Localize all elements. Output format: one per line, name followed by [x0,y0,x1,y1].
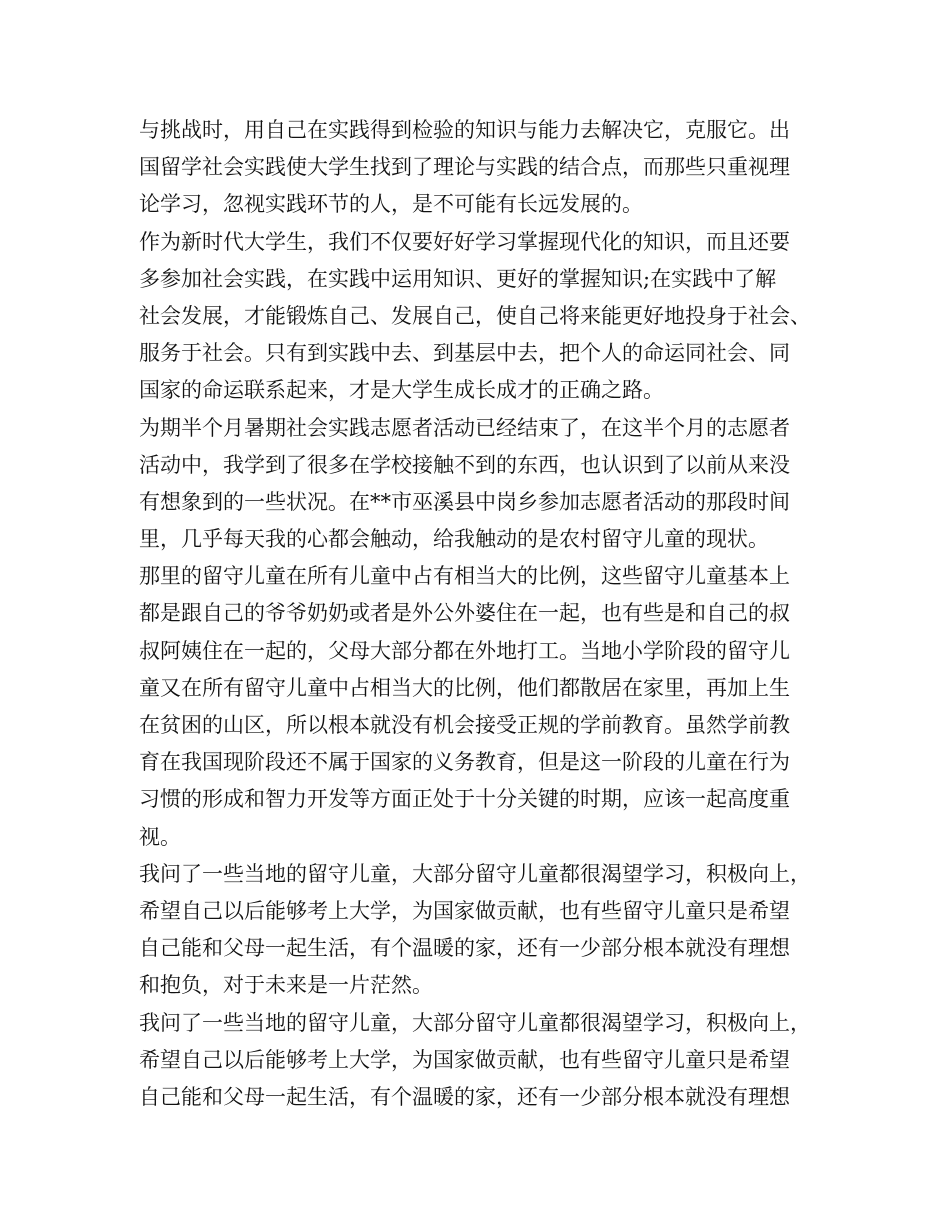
text-line: 服务于社会。只有到实践中去、到基层中去，把个人的命运同社会、同 [139,341,790,366]
text-line: 育在我国现阶段还不属于国家的义务教育，但是这一阶段的儿童在行为 [139,750,790,775]
text-line: 习惯的形成和智力开发等方面正处于十分关键的时期，应该一起高度重 [139,787,790,812]
text-line: 那里的留守儿童在所有儿童中占有相当大的比例，这些留守儿童基本上 [139,564,790,589]
text-line: 在贫困的山区，所以根本就没有机会接受正规的学前教育。虽然学前教 [139,713,790,737]
text-line: 国留学社会实践使大学生找到了理论与实践的结合点，而那些只重视理 [139,155,790,180]
text-line: 我问了一些当地的留守儿童，大部分留守儿童都很渴望学习，积极向上， [139,861,811,886]
text-line: 多参加社会实践，在实践中运用知识、更好的掌握知识;在实践中了解 [139,266,777,291]
text-line: 叔阿姨住在一起的，父母大部分都在外地打工。当地小学阶段的留守儿 [139,638,790,663]
text-line: 国家的命运联系起来，才是大学生成长成才的正确之路。 [139,378,664,403]
text-line: 和抱负，对于未来是一片茫然。 [139,973,433,998]
text-line: 希望自己以后能够考上大学，为国家做贡献，也有些留守儿童只是希望 [139,898,790,923]
text-line: 自己能和父母一起生活，有个温暖的家，还有一少部分根本就没有理想 [139,1084,790,1109]
document-body [139,112,829,1116]
text-line: 都是跟自己的爷爷奶奶或者是外公外婆住在一起，也有些是和自己的叔 [139,601,790,626]
text-line: 作为新时代大学生，我们不仅要好好学习掌握现代化的知识，而且还要 [139,229,790,254]
text-line: 为期半个月暑期社会实践志愿者活动已经结束了，在这半个月的志愿者 [139,415,790,440]
text-line: 视。 [139,824,181,849]
text-line: 我问了一些当地的留守儿童，大部分留守儿童都很渴望学习，积极向上， [139,1010,811,1035]
text-line: 社会发展，才能锻炼自己、发展自己，使自己将来能更好地投身于社会、 [139,303,811,328]
text-line: 有想象到的一些状况。在**市巫溪县中岗乡参加志愿者活动的那段时间 [139,489,790,514]
text-line: 活动中，我学到了很多在学校接触不到的东西，也认识到了以前从来没 [139,452,790,477]
text-line: 希望自己以后能够考上大学，为国家做贡献，也有些留守儿童只是希望 [139,1047,790,1072]
text-line: 自己能和父母一起生活，有个温暖的家，还有一少部分根本就没有理想 [139,936,790,961]
text-line: 里，几乎每天我的心都会触动，给我触动的是农村留守儿童的现状。 [139,527,769,552]
text-line: 童又在所有留守儿童中占相当大的比例，他们都散居在家里，再加上生 [139,675,790,700]
text-line: 论学习，忽视实践环节的人，是不可能有长远发展的。 [139,192,643,217]
text-line: 与挑战时，用自己在实践得到检验的知识与能力去解决它，克服它。出 [139,118,790,142]
